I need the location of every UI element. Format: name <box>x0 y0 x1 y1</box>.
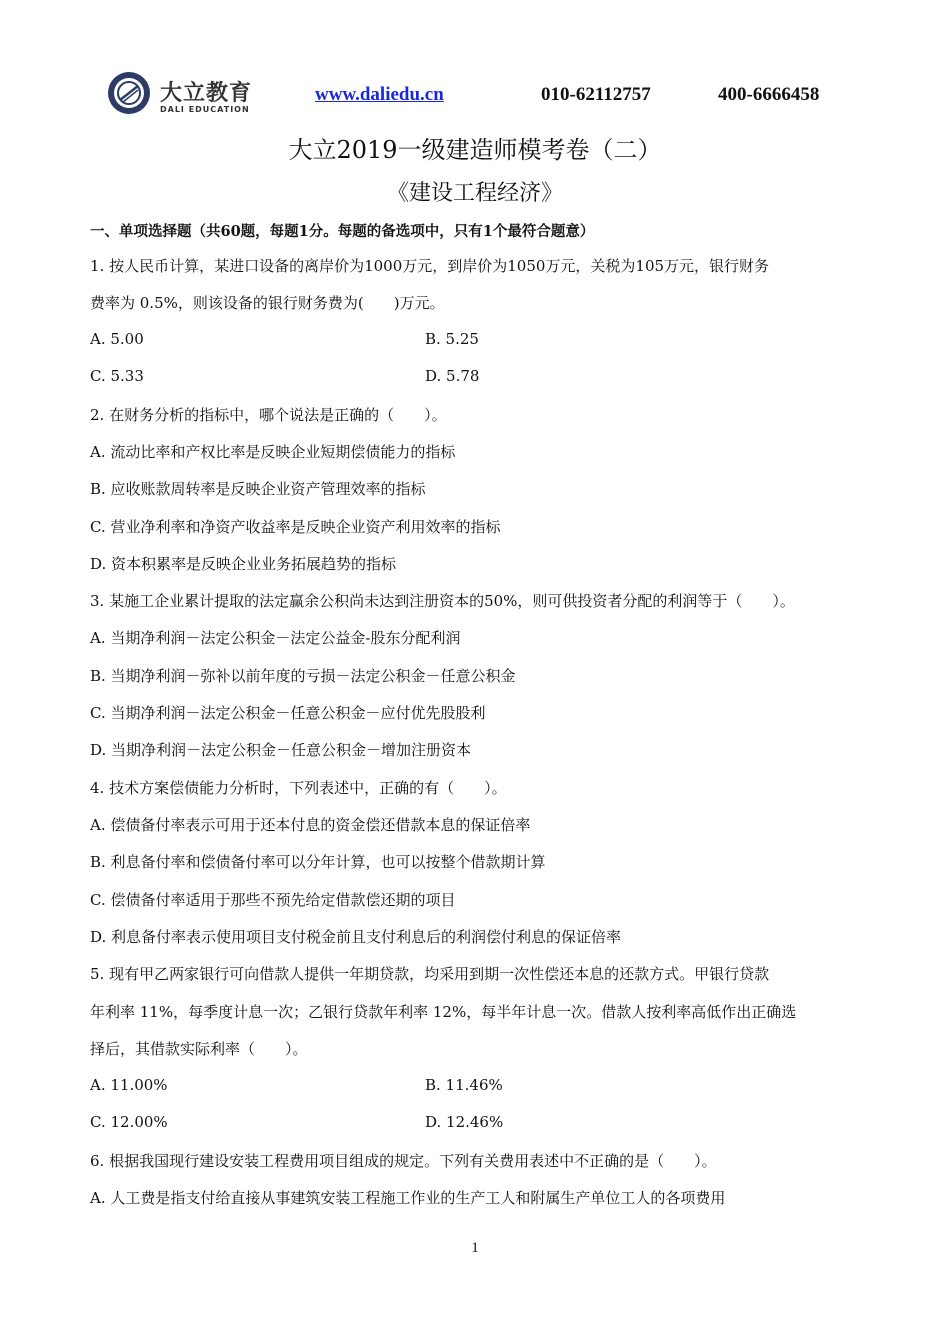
logo-chinese: 大立教育 <box>160 81 253 106</box>
question-4-option-c: C. 偿债备付率适用于那些不预先给定借款偿还期的项目 <box>90 891 456 909</box>
question-1-option-c: C. 5.33 <box>90 367 144 385</box>
question-3-option-d: D. 当期净利润－法定公积金－任意公积金－增加注册资本 <box>90 741 472 759</box>
question-1-option-b: B. 5.25 <box>425 330 479 348</box>
question-2-option-c: C. 营业净利率和净资产收益率是反映企业资产利用效率的指标 <box>90 518 501 536</box>
question-1-stem-line2: 费率为 0.5%，则该设备的银行财务费为( )万元。 <box>90 294 445 312</box>
question-5-option-a: A. 11.00% <box>90 1076 168 1094</box>
question-1-stem-line1: 1. 按人民币计算，某进口设备的离岸价为1000万元，到岸价为1050万元，关税为105万元，银行财务 <box>90 257 770 275</box>
phone-number-2: 400-6666458 <box>718 84 820 105</box>
question-4-option-d: D. 利息备付率表示使用项目支付税金前且支付利息后的利润偿付利息的保证倍率 <box>90 928 622 946</box>
question-1-option-d: D. 5.78 <box>425 367 480 385</box>
exam-subject: 《建设工程经济》 <box>386 181 563 206</box>
question-5-stem-line2: 年利率 11%，每季度计息一次；乙银行贷款年利率 12%，每半年计息一次。借款人按利率高低作出正确选 <box>90 1003 797 1021</box>
question-5-stem-line3: 择后，其借款实际利率（ ）。 <box>90 1040 308 1058</box>
question-5-option-b: B. 11.46% <box>425 1076 503 1094</box>
question-1-option-a: A. 5.00 <box>90 330 144 348</box>
question-2-option-a: A. 流动比率和产权比率是反映企业短期偿债能力的指标 <box>90 443 456 461</box>
question-2-stem: 2. 在财务分析的指标中，哪个说法是正确的（ ）。 <box>90 406 447 424</box>
question-4-option-a: A. 偿债备付率表示可用于还本付息的资金偿还借款本息的保证倍率 <box>90 816 531 834</box>
question-3-option-c: C. 当期净利润－法定公积金－任意公积金－应付优先股股利 <box>90 704 486 722</box>
phone-number-1: 010-62112757 <box>541 84 651 105</box>
question-4-stem: 4. 技术方案偿债能力分析时，下列表述中，正确的有（ ）。 <box>90 779 507 797</box>
question-5-stem-line1: 5. 现有甲乙两家银行可向借款人提供一年期贷款，均采用到期一次性偿还本息的还款方式。甲银行贷款 <box>90 965 770 983</box>
question-3-stem: 3. 某施工企业累计提取的法定赢余公积尚未达到注册资本的50%，则可供投资者分配的利润等于（ ）。 <box>90 592 795 610</box>
exam-title: 大立2019一级建造师模考卷（二） <box>288 136 662 164</box>
question-3-option-b: B. 当期净利润－弥补以前年度的亏损－法定公积金－任意公积金 <box>90 667 516 685</box>
page-header <box>0 66 950 126</box>
question-4-option-b: B. 利息备付率和偿债备付率可以分年计算，也可以按整个借款期计算 <box>90 853 546 871</box>
website-link[interactable]: www.daliedu.cn <box>315 84 444 105</box>
question-2-option-b: B. 应收账款周转率是反映企业资产管理效率的指标 <box>90 480 426 498</box>
logo <box>106 70 253 120</box>
question-2-option-d: D. 资本积累率是反映企业业务拓展趋势的指标 <box>90 555 397 573</box>
logo-text <box>160 76 252 114</box>
dali-emblem-icon <box>106 70 152 116</box>
question-5-option-d: D. 12.46% <box>425 1113 504 1131</box>
section-heading: 一、单项选择题（共60题，每题1分。每题的备选项中，只有1个最符合题意） <box>90 223 595 240</box>
question-6-stem: 6. 根据我国现行建设安装工程费用项目组成的规定。下列有关费用表述中不正确的是（ ）。 <box>90 1152 717 1170</box>
question-6-option-a: A. 人工费是指支付给直接从事建筑安装工程施工作业的生产工人和附属生产单位工人的各项费用 <box>90 1189 726 1207</box>
question-3-option-a: A. 当期净利润－法定公积金－法定公益金-股东分配利润 <box>90 629 461 647</box>
logo-english: DALI EDUCATION <box>160 105 250 114</box>
question-5-option-c: C. 12.00% <box>90 1113 168 1131</box>
page-number: 1 <box>471 1240 479 1256</box>
